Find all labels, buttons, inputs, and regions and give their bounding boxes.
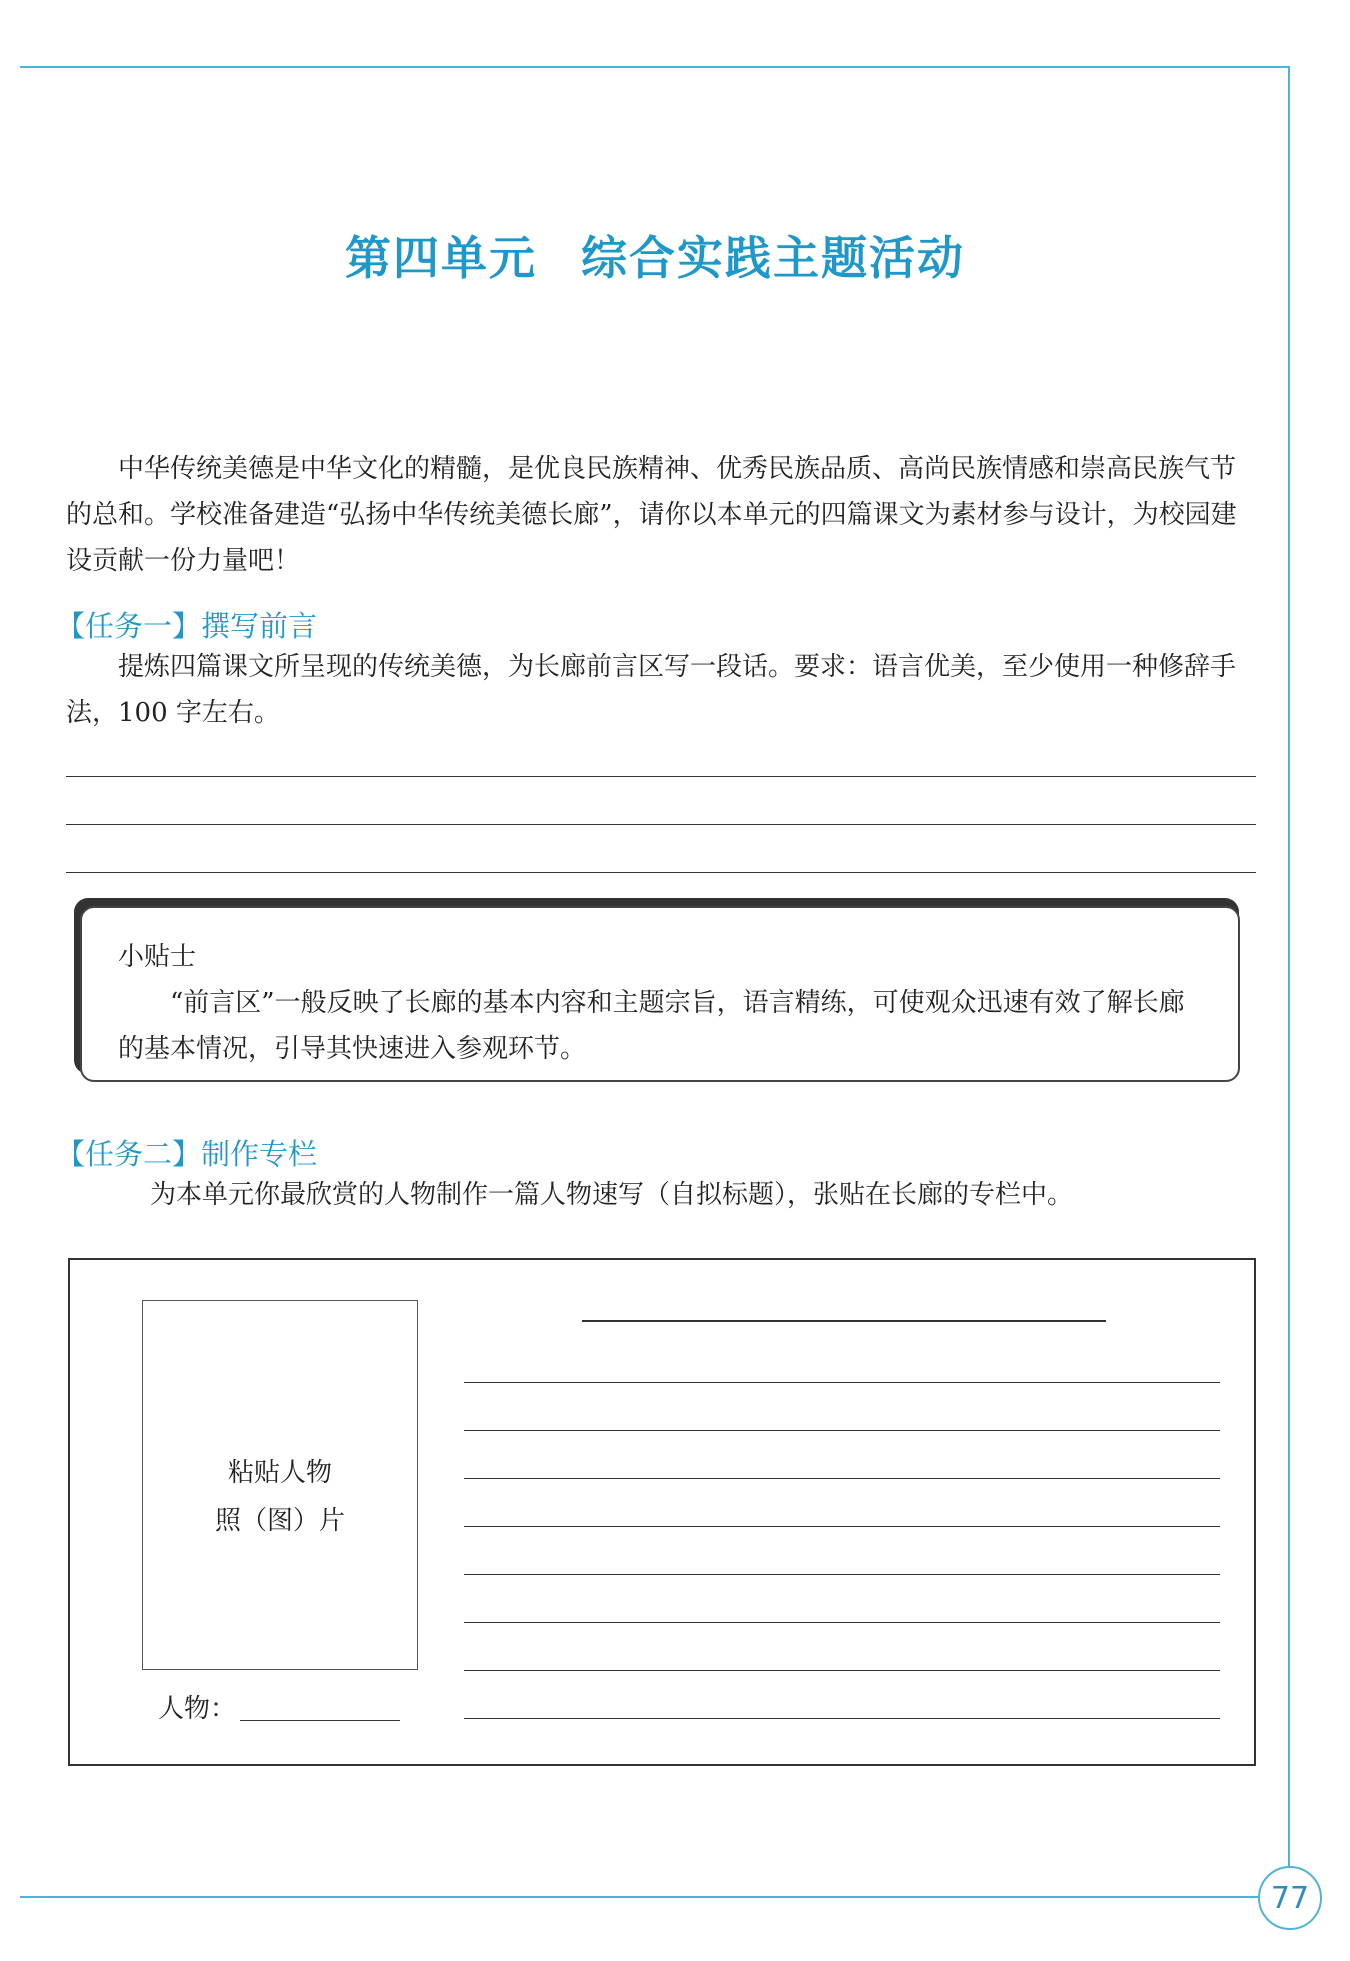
answer-line[interactable] [66,776,1256,777]
sketch-title-line[interactable] [582,1320,1106,1322]
person-label: 人物： [158,1694,237,1724]
photo-label-line1: 粘贴人物 [227,1458,332,1488]
page-title [0,222,1310,288]
page-number: 77 [1258,1866,1322,1930]
page-frame-right [1288,66,1290,1878]
intro-paragraph: 中华传统美德是中华文化的精髓，是优良民族精神、优秀民族品质、高尚民族情感和崇高民族气节的总和。学校准备建造“弘扬中华传统美德长廊”，请你以本单元的四篇课文为素材参与设计，为校园建设贡献一份力量吧！ [66,454,1237,576]
sketch-line[interactable] [464,1526,1220,1527]
answer-line[interactable] [66,872,1256,873]
person-name-line[interactable] [240,1720,400,1721]
theme-title: 综合实践主题活动 [581,231,965,285]
tip-title: 小贴士 [118,942,197,972]
page-frame-bottom [20,1896,1258,1898]
page-frame-top [20,66,1290,68]
sketch-line[interactable] [464,1718,1220,1719]
task2-heading: 【任务二】制作专栏 [56,1137,318,1171]
task1-heading: 【任务一】撰写前言 [56,609,318,643]
sketch-line[interactable] [464,1382,1220,1383]
photo-label [143,1449,417,1545]
photo-label-line2: 照（图）片 [214,1506,345,1536]
sketch-line[interactable] [464,1430,1220,1431]
task1-instruction: 提炼四篇课文所呈现的传统美德，为长廊前言区写一段话。要求：语言优美，至少使用一种修辞手法，100 字左右。 [66,652,1237,728]
tip-box [80,906,1240,1082]
photo-placeholder[interactable] [142,1300,418,1670]
person-field [158,1688,400,1725]
sketch-line[interactable] [464,1622,1220,1623]
profile-card [68,1258,1256,1766]
sketch-line[interactable] [464,1478,1220,1479]
unit-label: 第四单元 [345,231,537,285]
tip-text: “前言区”一般反映了长廊的基本内容和主题宗旨，语言精练，可使观众迅速有效了解长廊的基本情况，引导其快速进入参观环节。 [118,988,1185,1064]
sketch-line[interactable] [464,1574,1220,1575]
task2-instruction: 为本单元你最欣赏的人物制作一篇人物速写（自拟标题），张贴在长廊的专栏中。 [150,1180,1074,1210]
answer-line[interactable] [66,824,1256,825]
sketch-line[interactable] [464,1670,1220,1671]
